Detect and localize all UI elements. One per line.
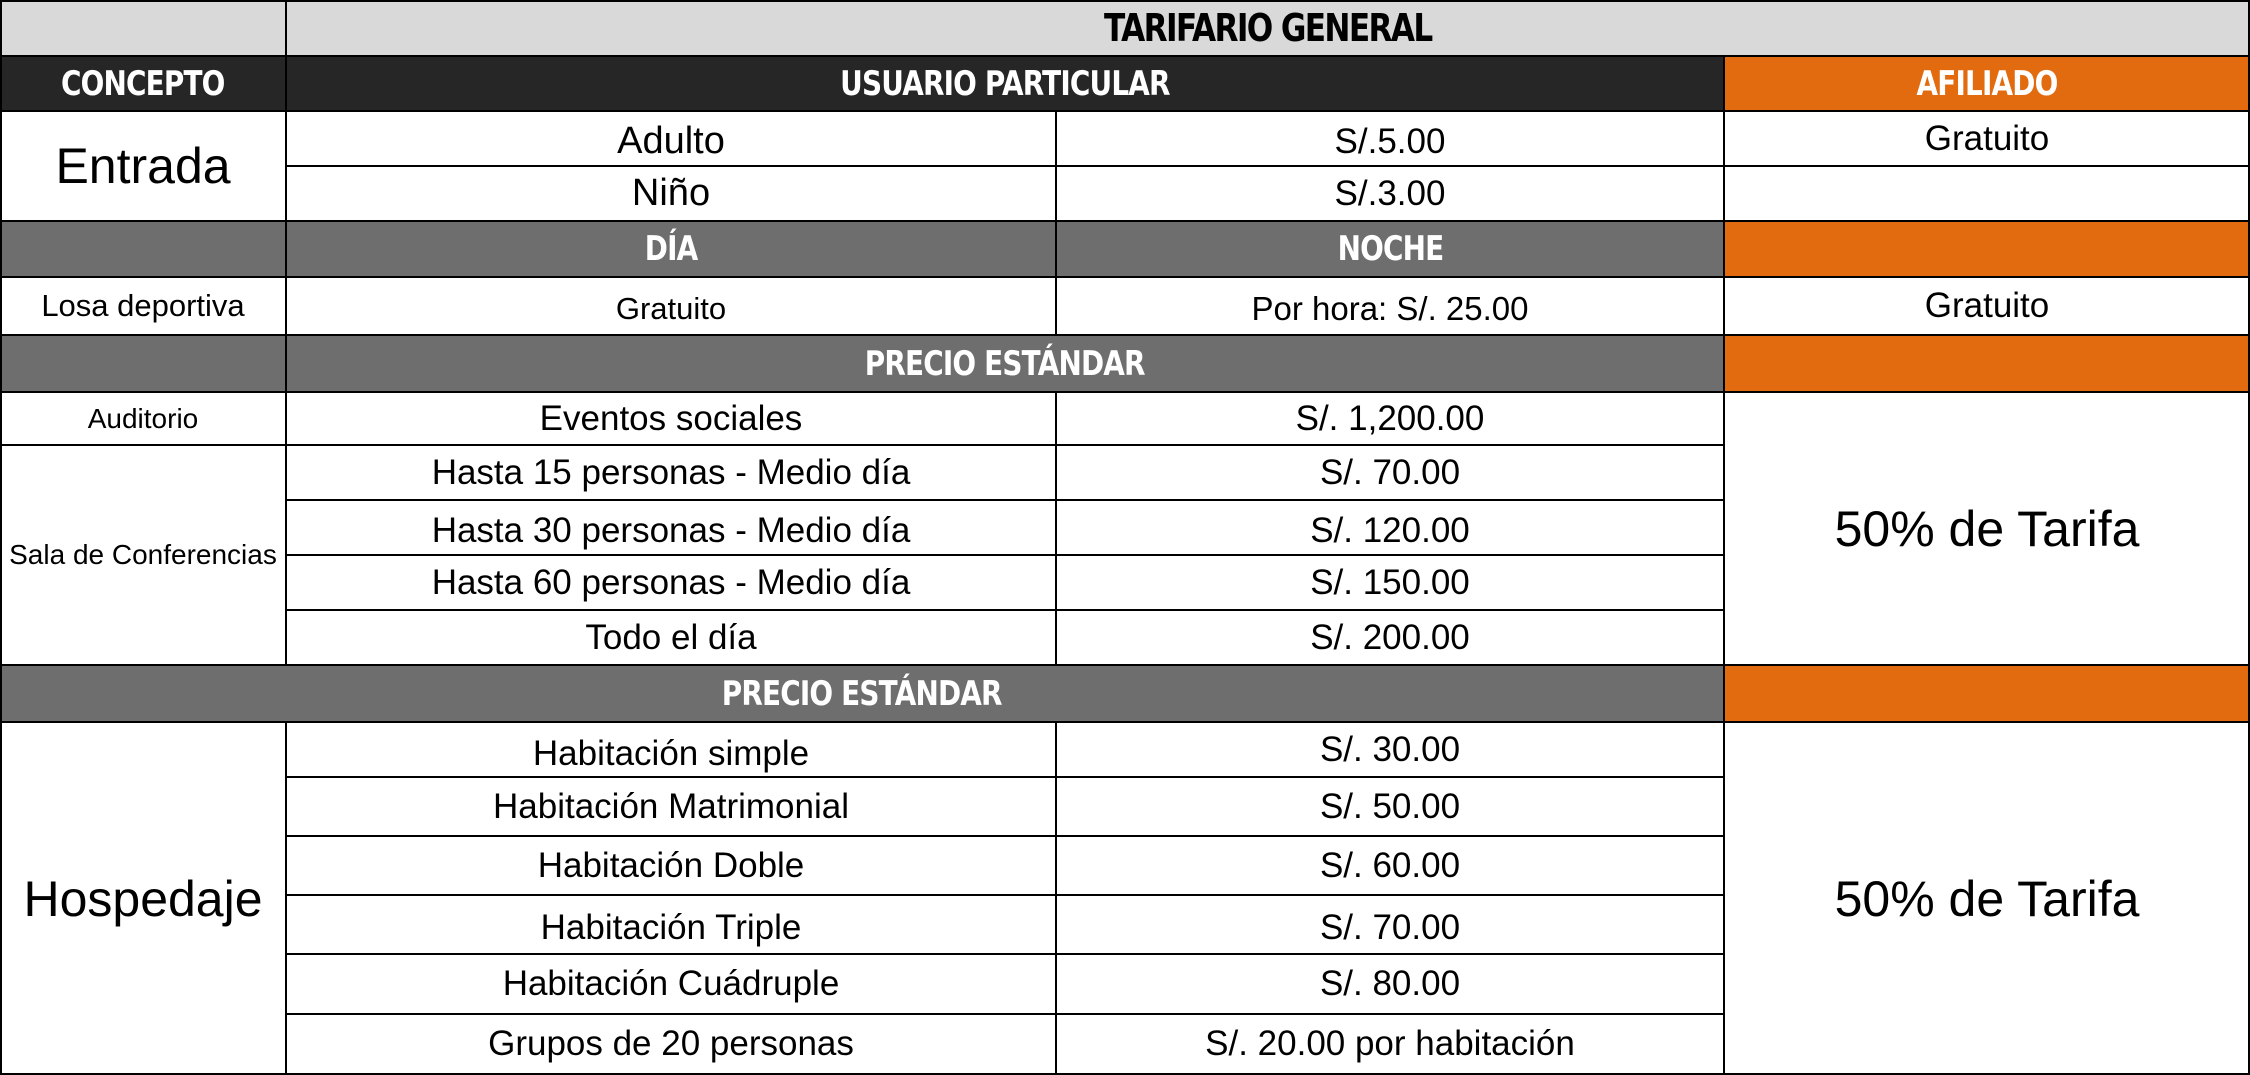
hospedaje-header-precio-estandar: PRECIO ESTÁNDAR [0,665,1724,722]
grid-line [286,609,1724,611]
entrada-adulto-label: Adulto [617,120,725,162]
entrada-afiliado: Gratuito [1924,118,2050,158]
grid-line [286,776,1724,778]
hospedaje-afiliado: 50% de Tarifa [1834,870,2140,927]
grid-line [286,554,1724,556]
concept-auditorio: Auditorio [87,402,199,434]
grid-line [0,55,2250,57]
conferencias-row-2-price: S/. 120.00 [1310,510,1470,550]
conferencias-row-1-price: S/. 70.00 [1319,452,1461,492]
grid-line [0,721,2250,723]
dia-noche-corner [0,221,286,277]
losa-dia-price: Gratuito [615,291,727,326]
salas-header-corner [0,335,286,392]
grid-line [285,0,287,665]
conferencias-row-4-price: S/. 200.00 [1310,617,1470,657]
grid-line [1055,221,1057,335]
grid-line [286,165,2250,167]
grid-line [286,1013,1724,1015]
hospedaje-row-3-price: S/. 60.00 [1319,845,1461,885]
header-dia: DÍA [286,221,1056,277]
auditorio-label: Eventos sociales [539,398,803,438]
hospedaje-row-2-label: Habitación Matrimonial [493,786,849,826]
grid-line [0,110,2250,112]
hospedaje-row-5-label: Habitación Cuádruple [502,964,840,1003]
losa-afiliado: Gratuito [1924,286,2050,325]
table-title: TARIFARIO GENERAL [286,0,2250,56]
grid-line [285,722,287,1075]
grid-line [286,499,1724,501]
grid-line [286,953,1724,955]
hospedaje-row-6-price: S/. 20.00 por habitación [1205,1024,1575,1063]
salas-header-precio-estandar: PRECIO ESTÁNDAR [286,335,1724,392]
conferencias-row-3-price: S/. 150.00 [1310,562,1470,602]
entrada-nino-label: Niño [631,172,711,214]
grid-line [1055,722,1057,1075]
grid-line [0,276,2250,278]
title-corner-cell [0,0,286,56]
conferencias-row-1-label: Hasta 15 personas - Medio día [431,452,911,492]
losa-noche-price: Por hora: S/. 25.00 [1251,290,1529,327]
hospedaje-row-4-price: S/. 70.00 [1319,907,1461,947]
orange-band-2 [1724,335,2250,392]
header-concepto: CONCEPTO [0,56,286,111]
grid-line [0,0,2,1075]
grid-line [1723,56,1725,1075]
conferencias-row-3-label: Hasta 60 personas - Medio día [431,562,911,602]
hospedaje-row-1-price: S/. 30.00 [1319,729,1461,769]
grid-line [0,664,2250,666]
grid-line [0,0,2250,2]
orange-band-3 [1724,665,2250,722]
hospedaje-row-3-label: Habitación Doble [537,845,805,885]
grid-line [0,444,1724,446]
grid-line [1055,392,1057,665]
grid-line [286,835,1724,837]
grid-line [0,220,2250,222]
concept-entrada: Entrada [55,138,231,194]
conferencias-row-4-label: Todo el día [585,617,757,657]
grid-line [0,391,2250,393]
header-noche: NOCHE [1056,221,1724,277]
hospedaje-row-1-label: Habitación simple [532,733,810,773]
header-usuario-particular: USUARIO PARTICULAR [286,56,1724,111]
hospedaje-row-6-label: Grupos de 20 personas [488,1024,854,1063]
salas-afiliado: 50% de Tarifa [1834,500,2140,557]
hospedaje-row-5-price: S/. 80.00 [1319,964,1461,1003]
concept-losa-deportiva: Losa deportiva [41,288,245,323]
hospedaje-row-2-price: S/. 50.00 [1319,786,1461,826]
concept-hospedaje: Hospedaje [23,870,263,927]
entrada-adulto-price: S/.5.00 [1334,121,1446,161]
grid-line [286,894,1724,896]
hospedaje-row-4-label: Habitación Triple [540,907,802,947]
concept-sala-conferencias: Sala de Conferencias [9,539,277,570]
auditorio-price: S/. 1,200.00 [1295,398,1485,438]
conferencias-row-2-label: Hasta 30 personas - Medio día [431,510,911,550]
grid-line [0,334,2250,336]
header-afiliado: AFILIADO [1724,56,2250,111]
orange-band-1 [1724,221,2250,277]
entrada-nino-price: S/.3.00 [1334,173,1446,213]
